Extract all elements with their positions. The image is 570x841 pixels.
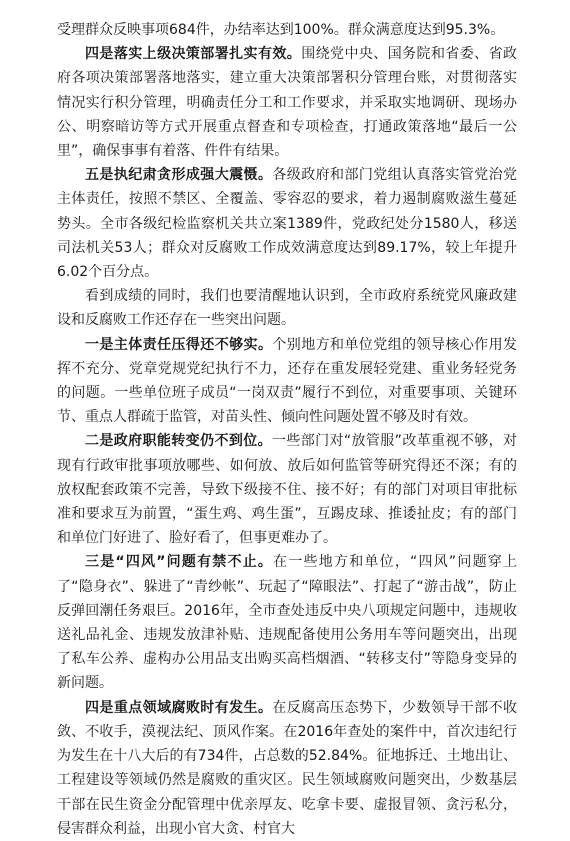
paragraph-6-text: 一些部门对“放管服”改革重视不够，对现有行政审批事项放哪些、如何放、放后如何监管等研究得还不深；有的放权配套政策不完善，导致下级接不住、接不好；有的部门对项目审批标准和要求互为前置，“蛋生鸡、鸡生蛋”，互踢皮球、推诿扯皮；有的部门和单位门好进了、脸好看了，但事更难办了。 bbox=[57, 433, 517, 547]
paragraph-7-heading: 三是“四风”问题有禁不止。 bbox=[85, 554, 274, 571]
document-body bbox=[57, 18, 517, 841]
paragraph-3-heading: 五是执纪肃贪形成强大震慑。 bbox=[85, 167, 273, 184]
paragraph-4 bbox=[57, 284, 517, 332]
paragraph-8 bbox=[57, 696, 517, 841]
paragraph-3 bbox=[57, 163, 517, 284]
paragraph-7 bbox=[57, 550, 517, 695]
paragraph-8-heading: 四是重点领域腐败时有发生。 bbox=[85, 699, 273, 716]
paragraph-6-heading: 二是政府职能转变仍不到位。 bbox=[85, 433, 272, 450]
paragraph-2 bbox=[57, 42, 517, 163]
paragraph-1 bbox=[57, 18, 517, 42]
paragraph-3-text: 各级政府和部门党组认真落实管党治党主体责任，按照不禁区、全覆盖、零容忍的要求，着力遏制腐败滋生蔓延势头。全市各级纪检监察机关共立案1389件，党政纪处分1580人，移送司法机关53人；群众对反腐败工作成效满意度达到89.17%，较上年提升6.02个百分点。 bbox=[57, 167, 518, 281]
paragraph-5 bbox=[57, 333, 517, 430]
paragraph-5-heading: 一是主体责任压得还不够实。 bbox=[85, 336, 273, 353]
paragraph-6 bbox=[57, 429, 517, 550]
paragraph-8-text: 在反腐高压态势下，少数领导干部不收敛、不收手，漠视法纪、顶风作案。在2016年查处的案件中，首次违纪行为发生在十八大后的有734件，占总数的52.84%。征地拆迁、土地出让、工程建设等领域仍然是腐败的重灾区。民生领域腐败问题突出，少数基层干部在民生资金分配管理中优亲厚友、吃拿卡要、虚报冒领、贪污私分，侵害群众利益，出现小官大贪、村官大 bbox=[57, 699, 518, 837]
paragraph-2-text: 围绕党中央、国务院和省委、省政府各项决策部署落地落实，建立重大决策部署积分管理台账，对贯彻落实情况实行积分管理，明确责任分工和工作要求，并采取实地调研、现场办公、明察暗访等方式开展重点督查和专项检查，打通政策落地“最后一公里”，确保事事有着落、件件有结果。 bbox=[57, 46, 518, 160]
paragraph-7-text: 在一些地方和单位，“四风”问题穿上了“隐身衣”、躲进了“青纱帐”、玩起了“障眼法”、打起了“游击战”，防止反弹回潮任务艰巨。2016年，全市查处违反中央八项规定问题中，违规收送礼品礼金、违规发放津补贴、违规配备使用公务用车等问题突出，出现了私车公养、虚构办公用品支出购买高档烟酒、“转移支付”等隐身变异的新问题。 bbox=[57, 554, 517, 692]
paragraph-5-text: 个别地方和单位党组的领导核心作用发挥不充分、党章党规党纪执行不力，还存在重发展轻党建、重业务轻党务的问题。一些单位班子成员“一岗双责”履行不到位，对重要事项、关键环节、重点人群疏于监管，对苗头性、倾向性问题处置不够及时有效。 bbox=[57, 336, 518, 426]
paragraph-2-heading: 四是落实上级决策部署扎实有效。 bbox=[85, 46, 302, 63]
paragraph-4-text: 看到成绩的同时，我们也要清醒地认识到，全市政府系统党风廉政建设和反腐败工作还存在一些突出问题。 bbox=[57, 288, 517, 329]
paragraph-1-text: 受理群众反映事项684件，办结率达到100%。群众满意度达到95.3%。 bbox=[57, 22, 505, 38]
